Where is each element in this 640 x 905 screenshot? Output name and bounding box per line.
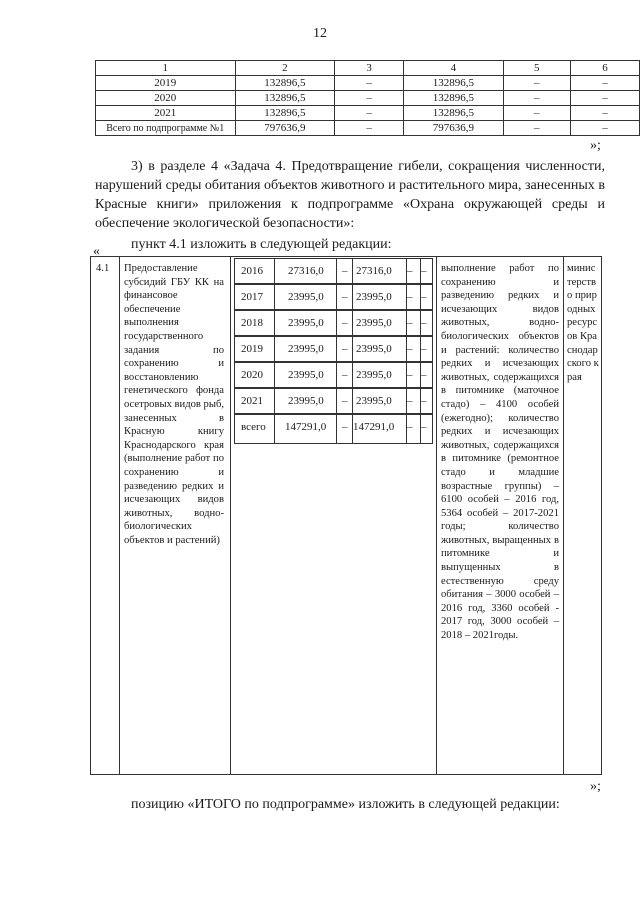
- table-cell: 2019: [96, 76, 236, 91]
- year-c5: –: [407, 369, 413, 381]
- year-total: 147291,0: [285, 421, 327, 433]
- table-row: [96, 76, 640, 91]
- year-c5: –: [407, 317, 413, 329]
- year-c4: 27316,0: [356, 265, 392, 277]
- table-header-cell: 5: [503, 61, 570, 76]
- table-cell: 132896,5: [404, 91, 504, 106]
- table-cell: 797636,9: [235, 121, 335, 136]
- table-row: [96, 91, 640, 106]
- measure-description: Предоставление субсидий ГБУ КК на финансовое обеспечение выполнения государственного задания по сохранению и восстановлению генетического фонда осетровых видов рыб, занесенных в Красную книгу Краснодарского края (выполнение работ по сохранению и разведению редких и исчезающих видов животных, водно-биологических объектов и растений): [124, 263, 224, 546]
- year-c4: 23995,0: [356, 291, 392, 303]
- year-label: 2020: [241, 369, 263, 381]
- table-header-cell: 2: [235, 61, 335, 76]
- final-paragraph: позицию «ИТОГО по подпрограмме» изложить в следующей редакции:: [131, 797, 560, 812]
- year-c6: –: [421, 265, 427, 277]
- closing-quote: »;: [590, 779, 601, 794]
- year-c6: –: [421, 421, 427, 433]
- year-total: 23995,0: [288, 369, 324, 381]
- year-c3: –: [342, 395, 348, 407]
- year-label: 2016: [241, 265, 263, 277]
- year-c4: 23995,0: [356, 395, 392, 407]
- table-cell: –: [503, 121, 570, 136]
- year-c3: –: [342, 317, 348, 329]
- year-c5: –: [407, 421, 413, 433]
- year-total: 27316,0: [288, 265, 324, 277]
- table-cell: 132896,5: [404, 76, 504, 91]
- year-row-total: [234, 414, 433, 444]
- year-row: [234, 258, 433, 284]
- year-label: всего: [241, 421, 266, 433]
- table-header-cell: 6: [570, 61, 639, 76]
- year-c6: –: [421, 291, 427, 303]
- row-number: 4.1: [96, 263, 110, 274]
- top-table: [95, 60, 640, 136]
- table-cell: –: [335, 121, 404, 136]
- table-cell: –: [335, 91, 404, 106]
- table-header-row: [96, 61, 640, 76]
- year-c6: –: [421, 369, 427, 381]
- table-cell: 132896,5: [235, 91, 335, 106]
- year-c4: 23995,0: [356, 317, 392, 329]
- section-paragraph: 3) в разделе 4 «Задача 4. Предотвращение гибели, сокращения численности, нарушений среды обитания объектов животного и растительного мира, занесенных в Красные книги» приложения к подпрограмме «Охрана окружающей среды и обеспечение экологической безопасности»:: [95, 159, 605, 231]
- year-c3: –: [342, 369, 348, 381]
- table-cell: 132896,5: [235, 106, 335, 121]
- page-number: 12: [313, 26, 327, 41]
- table-header-cell: 3: [335, 61, 404, 76]
- table-cell: –: [503, 106, 570, 121]
- year-total: 23995,0: [288, 291, 324, 303]
- table-row: [96, 106, 640, 121]
- year-c5: –: [407, 395, 413, 407]
- year-c3: –: [342, 291, 348, 303]
- table-cell: 132896,5: [404, 106, 504, 121]
- year-c3: –: [342, 265, 348, 277]
- year-c6: –: [421, 343, 427, 355]
- table-header-cell: 4: [404, 61, 504, 76]
- responsible-executor: министерство природных ресурсов Краснодарского края: [567, 263, 599, 383]
- year-label: 2019: [241, 343, 263, 355]
- table-cell: 2020: [96, 91, 236, 106]
- table-cell: –: [570, 121, 639, 136]
- year-row: [234, 310, 433, 336]
- year-label: 2021: [241, 395, 263, 407]
- table-cell: –: [503, 76, 570, 91]
- table-header-cell: 1: [96, 61, 236, 76]
- table-row-total: [96, 121, 640, 136]
- table-cell: 132896,5: [235, 76, 335, 91]
- year-c5: –: [407, 291, 413, 303]
- year-total: 23995,0: [288, 343, 324, 355]
- closing-quote: »;: [590, 138, 601, 153]
- table-cell: –: [335, 76, 404, 91]
- year-row: [234, 388, 433, 414]
- year-c4: 23995,0: [356, 343, 392, 355]
- table-cell: –: [335, 106, 404, 121]
- year-label: 2018: [241, 317, 263, 329]
- year-c6: –: [421, 395, 427, 407]
- table-cell: 2021: [96, 106, 236, 121]
- year-c3: –: [342, 343, 348, 355]
- table-cell: –: [570, 76, 639, 91]
- year-c4: 147291,0: [353, 421, 395, 433]
- table-cell: –: [503, 91, 570, 106]
- opening-quote: «: [93, 244, 100, 259]
- year-row: [234, 336, 433, 362]
- table-cell: Всего по подпрограмме №1: [96, 121, 236, 136]
- year-total: 23995,0: [288, 395, 324, 407]
- year-c4: 23995,0: [356, 369, 392, 381]
- year-total: 23995,0: [288, 317, 324, 329]
- item-paragraph: пункт 4.1 изложить в следующей редакции:: [131, 237, 392, 252]
- year-c3: –: [342, 421, 348, 433]
- year-c5: –: [407, 265, 413, 277]
- year-c5: –: [407, 343, 413, 355]
- table-cell: –: [570, 91, 639, 106]
- year-row: [234, 284, 433, 310]
- table-cell: –: [570, 106, 639, 121]
- year-label: 2017: [241, 291, 263, 303]
- result-indicator: выполнение работ по сохранению и разведению редких и исчезающих видов животных, водно-биологических объектов и растений: количество редких и исчезающих животных, содержащихся в питомнике (маточное стадо) – 4100 особей (ежегодно); количество редких и исчезающих животных, содержащихся в питомнике (ремонтное стадо и младшие возрастные группы) – 6100 особей – 2016 год, 5364 особей – 2017-2021 годы; количество животных, выращенных в питомнике и выпущенных в естественную среду обитания – 3000 особей – 2016 год, 3360 особей - 2017 год, 3000 особей – 2018 – 2021годы.: [441, 263, 559, 642]
- year-row: [234, 362, 433, 388]
- table-cell: 797636,9: [404, 121, 504, 136]
- year-c6: –: [421, 317, 427, 329]
